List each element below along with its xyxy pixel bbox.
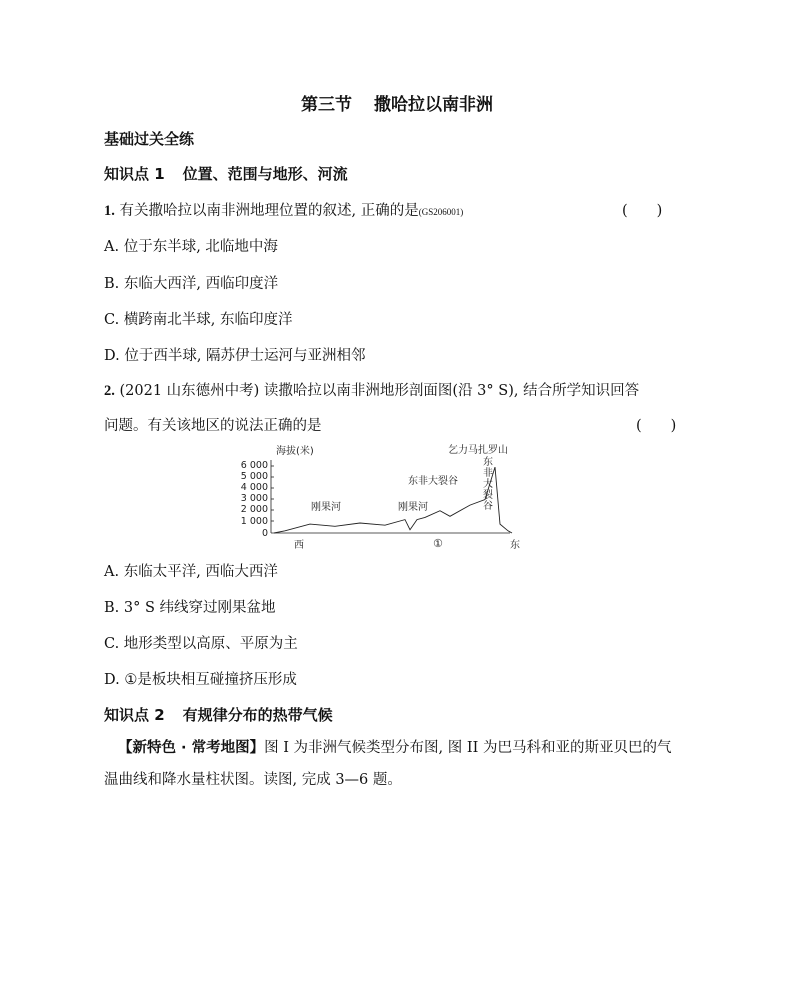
q1-number: 1. [104,203,115,219]
q1-option-b: B. 东临大西洋, 西临印度洋 [104,276,279,292]
x-label-west: 西 [294,540,304,551]
label-kilimanjaro: 乞力马扎罗山 [448,445,508,456]
kp1-text: 位置、范围与地形、河流 [182,165,348,183]
q1-option-c: C. 横跨南北半球, 东临印度洋 [104,312,293,328]
q2-option-a: A. 东临太平洋, 西临大西洋 [104,564,278,580]
label-east-african-rift-1: 东非大裂谷 [408,476,458,487]
label-rift-vertical-1: 东 [483,457,493,468]
title-text: 撒哈拉以南非洲 [374,95,493,115]
q2-number: 2. [104,383,115,399]
q2-text-line1: (2021 山东德州中考) 读撒哈拉以南非洲地形剖面图(沿 3° S), 结合所学知识回答 [119,383,640,399]
q1-code: (GS206001) [418,207,464,217]
y-tick-label-4000: 4 000 [240,482,268,493]
q2-option-c: C. 地形类型以高原、平原为主 [104,636,298,652]
q2-answer-bracket: ( ) [636,418,677,434]
question-2-stem-line2: 问题。有关该地区的说法正确的是 [104,418,322,434]
terrain-profile-chart [240,440,540,552]
y-tick-label-6000: 6 000 [240,460,268,471]
label-congo-river-2: 刚果河 [398,502,428,513]
y-tick-label-2000: 2 000 [240,504,268,515]
section-heading: 基础过关全练 [104,130,195,148]
knowledge-point-1 [104,163,348,184]
terrain-profile-line [274,467,512,533]
kp1-label: 知识点 1 [104,165,165,183]
label-rift-vertical-5: 谷 [483,501,493,512]
q1-option-a: A. 位于东半球, 北临地中海 [104,239,278,255]
y-tick-label-1000: 1 000 [240,516,268,527]
page-title [0,90,794,115]
x-label-east: 东 [510,540,520,551]
label-congo-river-1: 刚果河 [311,502,341,513]
y-tick-label-5000: 5 000 [240,471,268,482]
q1-answer-bracket: ( ) [622,203,663,219]
q1-option-d: D. 位于西半球, 隔苏伊士运河与亚洲相邻 [104,348,366,364]
kp2-text: 有规律分布的热带气候 [182,706,333,724]
label-rift-vertical-2: 非 [483,468,493,479]
intro-paragraph [104,732,684,796]
intro-text: 图 I 为非洲气候类型分布图, 图 II 为巴马科和亚的斯亚贝巴的气温曲线和降水量柱状图。读图, 完成 3—6 题。 [104,740,672,788]
x-label-marker-1: ① [433,537,443,550]
y-tick-label-0: 0 [261,528,268,539]
q2-option-d: D. ①是板块相互碰撞挤压形成 [104,672,297,688]
label-rift-vertical-3: 大 [483,479,493,490]
kp2-label: 知识点 2 [104,706,165,724]
knowledge-point-2 [104,704,333,725]
label-rift-vertical-4: 裂 [483,490,493,501]
question-2-stem-line1 [104,379,639,400]
question-1-stem [104,199,463,220]
q1-text: 有关撒哈拉以南非洲地理位置的叙述, 正确的是 [119,203,419,219]
y-axis-label: 海拔(米) [276,446,314,457]
y-tick-label-3000: 3 000 [240,493,268,504]
intro-tag: 【新特色 · 常考地图】 [118,740,265,756]
q2-option-b: B. 3° S 纬线穿过刚果盆地 [104,600,276,616]
title-section-number: 第三节 [301,95,352,115]
